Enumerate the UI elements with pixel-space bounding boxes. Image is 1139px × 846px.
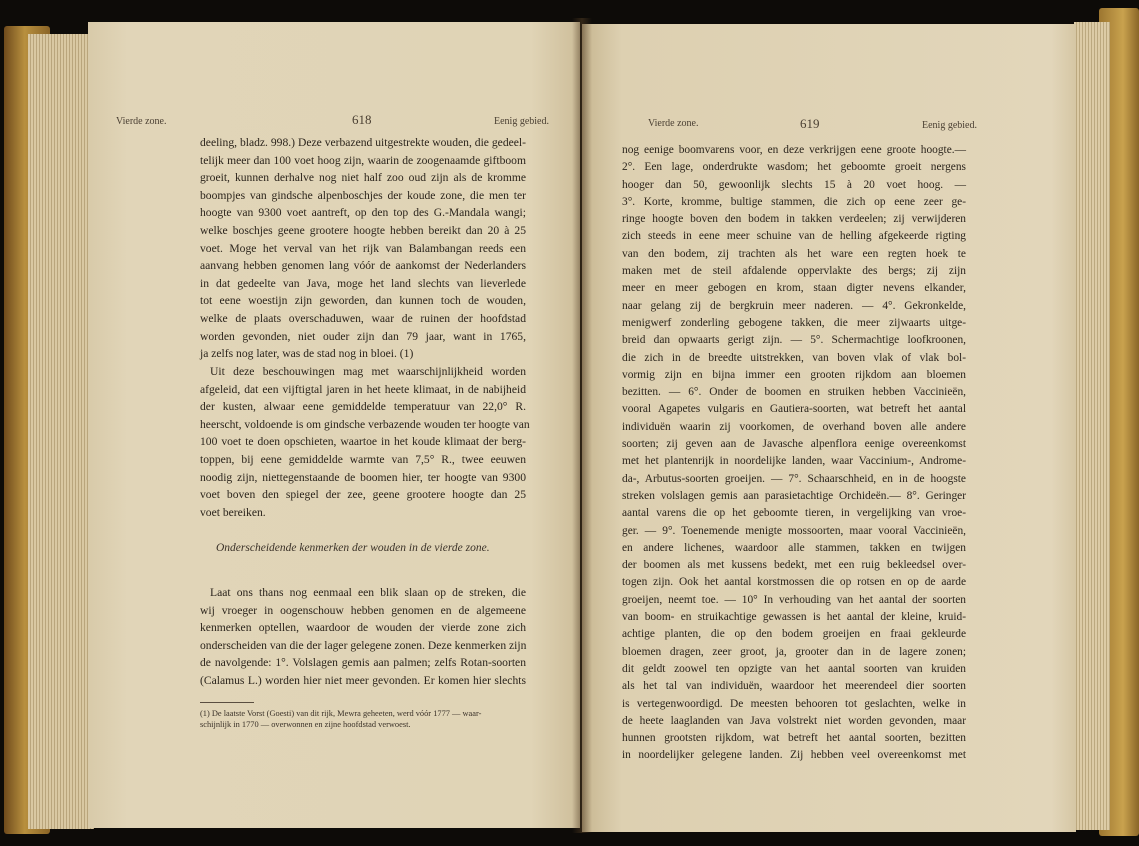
footnote-rule — [200, 702, 254, 703]
right-para-1 — [622, 142, 966, 765]
text-line: voet. Moge het verval van het rijk van Balambangan reeds een — [200, 241, 526, 255]
text-line: met het plantenrijk in noordelijke landen, waar Vaccinium-, Androme- — [622, 455, 966, 468]
text-line: breid dan opwaarts gerigt zijn. — 5°. Schermachtige loofkroonen, — [622, 334, 966, 347]
text-line: 2°. Een lage, onderdrukte wasdom; het geboomte groeit nergens — [622, 161, 966, 174]
text-line: wij vroeger in oogenschouw hebben genomen en de algemeene — [200, 603, 526, 617]
text-line: hunnen grootsten rijkdom, wat betreft het aantal soorten, bezitten — [622, 732, 966, 745]
text-line: toppen, bij eene gemiddelde warmte van 7,5° R., twee eeuwen — [200, 452, 526, 466]
text-line: Uit deze beschouwingen mag met waarschijnlijkheid worden — [210, 365, 526, 378]
text-line: als het tal van individuën, waardoor het meerendeel dier soorten — [622, 680, 966, 693]
text-line: tot eene woestijn zijn geworden, dan kunnen toch de wouden, — [200, 294, 526, 308]
running-header-left: Vierde zone. — [116, 116, 167, 127]
text-line: groeijen, neemt toe. — 10° In verhouding van het aantal der soorten — [622, 593, 966, 606]
footnote — [200, 708, 526, 730]
text-line: da-, Arbutus-soorten groeijen. — 7°. Schaarschheid, en in de hoogste — [622, 472, 966, 485]
text-line: boompjes van gindsche alpenboschjes der koude zone, die men ter — [200, 188, 526, 202]
left-para-2 — [200, 363, 530, 521]
text-line: worden gevonden, niet ouder zijn dan 79 jaar, want in 1765, — [200, 329, 526, 343]
text-line: bloemen dragen, zeer groot, ja, grooter dan in de lagere zonen; — [622, 645, 966, 658]
running-header-right: Eenig gebied. — [922, 120, 977, 131]
text-line: welke boschjes geene grootere hoogte hebben bereikt dan 20 à 25 — [200, 223, 526, 237]
text-line: Laat ons thans nog eenmaal een blik slaan op de streken, die — [210, 586, 526, 599]
text-line: hoogte van 9300 voet aantreft, op den top des G.-Mandala wangi; — [200, 206, 526, 220]
text-line: achtige planten, die op den bodem groeijen en fraai gekleurde — [622, 628, 966, 641]
page-edges-left — [28, 34, 94, 829]
text-line: voet boven den spiegel der zee, geene grootere hoogte dan 25 — [200, 488, 526, 502]
text-line: soorten; zij geven aan de Javasche alpenflora eenige overeenkomst — [622, 438, 966, 451]
text-line: noodig zijn, niettegenstaande de boomen hier, ter hoogte van 9300 — [200, 470, 526, 484]
text-line: menigwerf zonderling gebogene takken, die meer zijwaarts uitge- — [622, 316, 966, 329]
text-line: welke de plaats overschaduwen, waar de ruinen der hoofdstad — [200, 311, 526, 325]
text-line: bezitten. — 6°. Onder de boomen en struiken hebben Vaccinieën, — [622, 386, 966, 399]
running-header-right: Eenig gebied. — [494, 116, 549, 127]
text-line: in noordelijker gelegene landen. Zij hebben veel overeenkomst met — [622, 749, 966, 762]
text-line: der boomen als met kussens bedekt, met een ruig bekleedsel over- — [622, 559, 966, 572]
text-line: de navolgende: 1°. Volslagen gemis aan palmen; zelfs Rotan-soorten — [200, 656, 526, 670]
text-line: telijk meer dan 100 voet hoog zijn, waarin de zoogenaamde giftboom — [200, 153, 526, 167]
text-line: vormig zijn en bijna immer een grooten rijkdom aan bloemen — [622, 368, 966, 381]
text-line: vooral Agapetes vulgaris en Gautiera-soorten, wat betreft het aantal — [622, 403, 966, 416]
running-header-left: Vierde zone. — [648, 118, 699, 129]
page-number: 619 — [800, 116, 820, 131]
text-line: ger. — 9°. Toenemende menigte mossoorten, maar vooral Vaccinieën, — [622, 524, 966, 537]
text-line: en andere lichenes, waardoor alle stammen, takken en twijgen — [622, 541, 966, 554]
text-line: de heete laaglanden van Java volstrekt niet worden gevonden, maar — [622, 714, 966, 727]
text-line: meer en meer gebogen en krom, staan digter nevens elkander, — [622, 282, 966, 295]
text-line: is vertegenwoordigd. De meesten behooren tot geslachten, welke in — [622, 697, 966, 710]
book-gutter — [572, 18, 592, 833]
footnote-line: schijnlijk in 1770 — overwonnen en zijne hoofdstad verwoest. — [200, 720, 411, 729]
text-line: nog eenige boomvarens voor, en deze verkrijgen eene groote hoogte.— — [622, 144, 966, 156]
footnote-line: (1) De laatste Vorst (Goesti) van dit rijk, Mewra geheeten, werd vóór 1777 — waar- — [200, 709, 482, 718]
text-line: afgeleid, dat een vijftigtal jaren in het heete klimaat, in de nabijheid — [200, 382, 526, 396]
text-line: individuën waarin zij voorkomen, de overhand boven alle andere — [622, 420, 966, 433]
text-line: die zich in de breedte uitstrekken, van boven vlak of vlak bol- — [622, 351, 966, 364]
page-number: 618 — [352, 112, 372, 127]
left-para-1 — [200, 134, 526, 363]
text-line: 3°. Korte, kromme, bultige stammen, die zich op eene zeer ge- — [622, 195, 966, 208]
text-line: togen zijn. Ook het aantal korstmossen die op rotsen en op de aarde — [622, 576, 966, 589]
text-line: der kusten, alwaar eene gemiddelde temperatuur van 22,0° R. — [200, 400, 526, 414]
text-line: (Calamus L.) worden hier niet meer gevonden. Er komen hier slechts — [200, 673, 526, 687]
text-line: van boom- en struikachtige gewassen is het aantal der kleine, kruid- — [622, 611, 966, 624]
text-line: aanvang hebben genomen lang vóór de aankomst der Nederlanders — [200, 259, 526, 273]
text-line: ja zelfs nog later, was de stad nog in bloei. (1) — [200, 347, 414, 361]
text-line: van den bodem, zij trachten als het ware een regten hoek te — [622, 247, 966, 260]
text-line: 100 voet te doen opschieten, waartoe in het koude klimaat der berg- — [200, 435, 526, 449]
page-edges-right — [1074, 22, 1110, 830]
text-line: aantal varens die op het geboomte tieren, in vergelijking van vroe- — [622, 507, 966, 520]
text-line: heerscht, voldoende is om gindsche verbazende wouden ter hoogte van — [200, 417, 530, 431]
left-page — [88, 22, 580, 828]
text-line: maken met de steil afdalende oppervlakte des bergs; zij zijn — [622, 265, 966, 278]
right-page — [582, 24, 1076, 832]
text-line: groeit, kunnen derhalve nog niet half zoo oud zijn als de kromme — [200, 171, 526, 185]
left-para-3 — [200, 584, 526, 690]
text-line: hooger dan 50, gewoonlijk slechts 15 à 20 voet hoog. — — [622, 178, 966, 191]
text-line: kenmerken optellen, waardoor de wouden der vierde zone zich — [200, 621, 526, 635]
text-line: dit geldt zoowel ten opzigte van het aantal soorten van kruiden — [622, 662, 966, 675]
text-line: deeling, bladz. 998.) Deze verbazend uitgestrekte wouden, die gedeel- — [200, 136, 526, 149]
text-line: streken volslagen gemis aan parasietachtige Orchideën.— 8°. Geringer — [622, 489, 966, 502]
text-line: onderscheiden van die der lager gelegene zonen. Deze kenmerken zijn — [200, 638, 527, 652]
text-line: naar gelang zij de bergkruin meer naderen. — 4°. Gekronkelde, — [622, 299, 966, 312]
text-line: in dat gedeelte van Java, moge het land slechts van lieverlede — [200, 276, 526, 290]
text-line: zich steeds in eene meer schuine van de helling afgekeerde rigting — [622, 230, 966, 243]
text-line: voet bereiken. — [200, 505, 266, 519]
text-line: ringe hoogte boven den bodem in takken verdeelen; zij verwijderen — [622, 213, 966, 226]
section-heading: Onderscheidende kenmerken der wouden in de vierde zone. — [216, 542, 490, 554]
